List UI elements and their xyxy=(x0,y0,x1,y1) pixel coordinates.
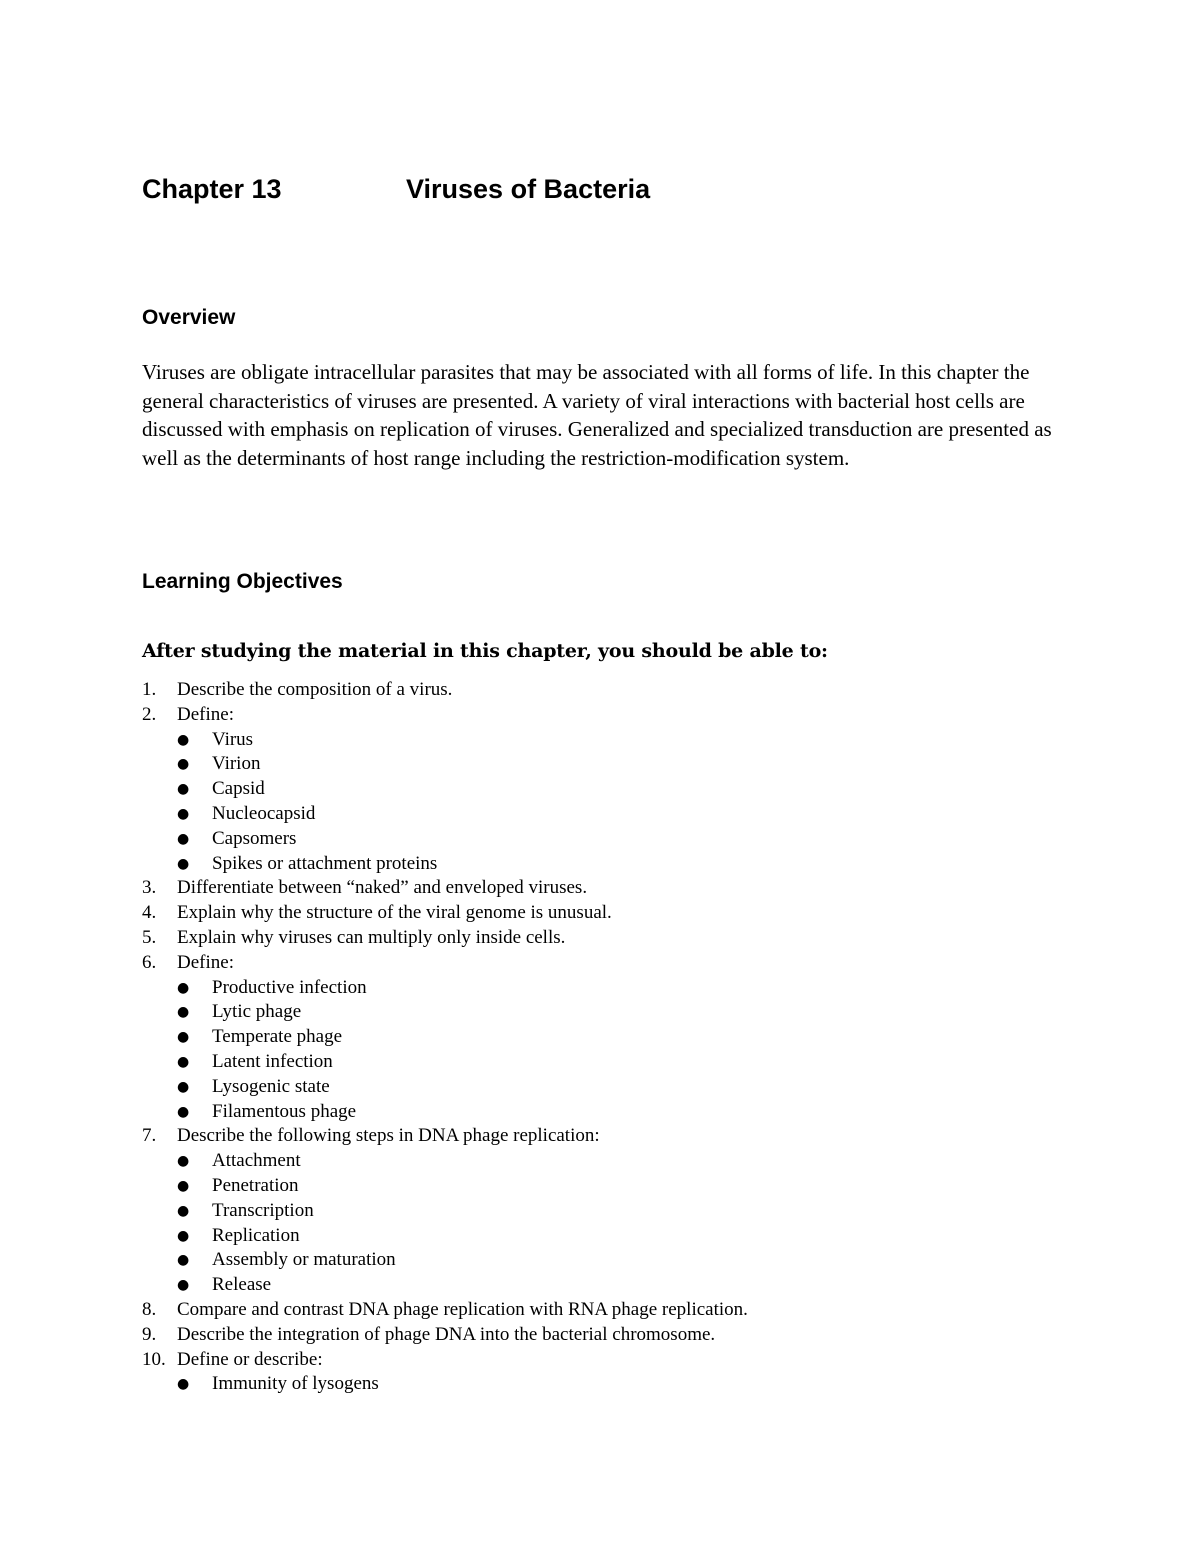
bullet-icon: ● xyxy=(177,1029,190,1046)
objective-text: Explain why the structure of the viral genome is unusual. xyxy=(177,902,612,924)
objective-subitem-text: Latent infection xyxy=(212,1050,333,1072)
learning-objectives-heading: Learning Objectives xyxy=(142,570,343,593)
objective-subitem xyxy=(142,1075,1102,1100)
objective-subitem xyxy=(142,1174,1102,1199)
bullet-icon: ● xyxy=(177,1103,190,1120)
bullet-icon: ● xyxy=(177,731,190,748)
objective-number: 10. xyxy=(142,1348,166,1370)
objective-subitem-text: Replication xyxy=(212,1224,300,1246)
objective-row xyxy=(142,876,1102,901)
objective-subitem-text: Virus xyxy=(212,728,254,750)
bullet-icon: ● xyxy=(177,781,190,798)
objective-subitem xyxy=(142,1273,1102,1298)
bullet-icon: ● xyxy=(177,1227,190,1244)
objective-subitem-text: Immunity of lysogens xyxy=(212,1373,379,1395)
bullet-icon: ● xyxy=(177,1153,190,1170)
objective-number: 9. xyxy=(142,1323,157,1345)
objective-subitem xyxy=(142,1000,1102,1025)
objective-subitem-text: Temperate phage xyxy=(212,1026,343,1048)
chapter-title xyxy=(142,172,650,206)
objective-text: Define: xyxy=(177,703,234,725)
objective-subitem-text: Penetration xyxy=(212,1174,299,1196)
objective-subitem xyxy=(142,1372,1102,1397)
objective-row xyxy=(142,926,1102,951)
objective-subitem xyxy=(142,802,1102,827)
objective-item xyxy=(142,703,1102,877)
objective-number: 6. xyxy=(142,951,157,973)
objective-item xyxy=(142,901,1102,926)
objective-subitem xyxy=(142,1248,1102,1273)
objective-sublist xyxy=(142,728,1102,877)
bullet-icon: ● xyxy=(177,756,190,773)
chapter-number: Chapter 13 xyxy=(142,174,282,204)
objective-text: Describe the integration of phage DNA into the bacterial chromosome. xyxy=(177,1323,716,1345)
bullet-icon: ● xyxy=(177,1277,190,1294)
objective-row xyxy=(142,1124,1102,1149)
objective-subitem-text: Productive infection xyxy=(212,976,367,998)
objective-number: 3. xyxy=(142,877,157,899)
objective-row xyxy=(142,951,1102,976)
objective-row xyxy=(142,901,1102,926)
objective-item xyxy=(142,1124,1102,1298)
objective-text: Define: xyxy=(177,951,234,973)
bullet-icon: ● xyxy=(177,1202,190,1219)
objective-subitem-text: Capsid xyxy=(212,778,265,800)
bullet-icon: ● xyxy=(177,1177,190,1194)
chapter-name: Viruses of Bacteria xyxy=(406,174,651,204)
overview-paragraph: Viruses are obligate intracellular parasites that may be associated with all forms of life. In this chapter the general characteristics of viruses are presented. A variety of viral interactions with bacterial host cells are discussed with emphasis on replication of viruses. Generalized and specialized transduction are presented as well as the determinants of host range including the restriction-modification system. xyxy=(142,360,1052,470)
objective-subitem xyxy=(142,976,1102,1001)
overview-heading: Overview xyxy=(142,306,236,329)
objective-item xyxy=(142,951,1102,1125)
objective-subitem-text: Capsomers xyxy=(212,827,297,849)
objective-number: 7. xyxy=(142,1125,157,1147)
objective-number: 1. xyxy=(142,679,157,700)
objective-number: 8. xyxy=(142,1298,157,1320)
objective-subitem xyxy=(142,1100,1102,1125)
objective-number: 5. xyxy=(142,926,157,948)
objective-subitem-text: Nucleocapsid xyxy=(212,802,316,824)
objective-item xyxy=(142,876,1102,901)
objective-item xyxy=(142,926,1102,951)
objective-row xyxy=(142,678,1102,703)
bullet-icon: ● xyxy=(177,855,190,872)
objective-number: 2. xyxy=(142,703,157,725)
objective-subitem-text: Release xyxy=(212,1274,272,1296)
objective-subitem xyxy=(142,1025,1102,1050)
objective-text: Explain why viruses can multiply only inside cells. xyxy=(177,926,566,948)
objective-sublist xyxy=(142,1149,1102,1298)
objective-row xyxy=(142,703,1102,728)
objective-item xyxy=(142,678,1102,703)
objective-subitem xyxy=(142,1149,1102,1174)
objective-subitem-text: Attachment xyxy=(212,1150,301,1172)
objective-subitem-text: Lysogenic state xyxy=(212,1075,330,1097)
objective-subitem xyxy=(142,777,1102,802)
bullet-icon: ● xyxy=(177,1004,190,1021)
objective-subitem xyxy=(142,1224,1102,1249)
objective-subitem xyxy=(142,728,1102,753)
objective-subitem xyxy=(142,752,1102,777)
objective-item xyxy=(142,1348,1102,1398)
objective-text: Define or describe: xyxy=(177,1348,323,1370)
objective-subitem-text: Assembly or maturation xyxy=(212,1249,396,1271)
objective-subitem xyxy=(142,827,1102,852)
objective-sublist xyxy=(142,976,1102,1125)
objective-number: 4. xyxy=(142,902,157,924)
bullet-icon: ● xyxy=(177,1078,190,1095)
objectives-intro: After studying the material in this chapter, you should be able to: xyxy=(142,640,828,662)
bullet-icon: ● xyxy=(177,1376,190,1393)
objective-text: Describe the following steps in DNA phage replication: xyxy=(177,1125,600,1147)
objective-subitem-text: Transcription xyxy=(212,1199,314,1221)
bullet-icon: ● xyxy=(177,805,190,822)
objective-text: Compare and contrast DNA phage replication with RNA phage replication. xyxy=(177,1298,748,1320)
objectives-list xyxy=(142,678,1102,1397)
bullet-icon: ● xyxy=(177,1053,190,1070)
bullet-icon: ● xyxy=(177,1252,190,1269)
objective-subitem xyxy=(142,1050,1102,1075)
bullet-icon: ● xyxy=(177,830,190,847)
objective-subitem-text: Lytic phage xyxy=(212,1001,302,1023)
objective-row xyxy=(142,1323,1102,1348)
objective-sublist xyxy=(142,1372,1102,1397)
objective-item xyxy=(142,1298,1102,1323)
objective-subitem-text: Virion xyxy=(212,753,261,775)
bullet-icon: ● xyxy=(177,979,190,996)
objective-subitem-text: Spikes or attachment proteins xyxy=(212,852,438,874)
objective-text: Describe the composition of a virus. xyxy=(177,679,453,700)
objective-row xyxy=(142,1348,1102,1373)
objective-subitem xyxy=(142,1199,1102,1224)
objective-text: Differentiate between “naked” and enveloped viruses. xyxy=(177,877,588,899)
objective-subitem-text: Filamentous phage xyxy=(212,1100,357,1122)
objective-row xyxy=(142,1298,1102,1323)
objective-subitem xyxy=(142,852,1102,877)
objective-item xyxy=(142,1323,1102,1348)
